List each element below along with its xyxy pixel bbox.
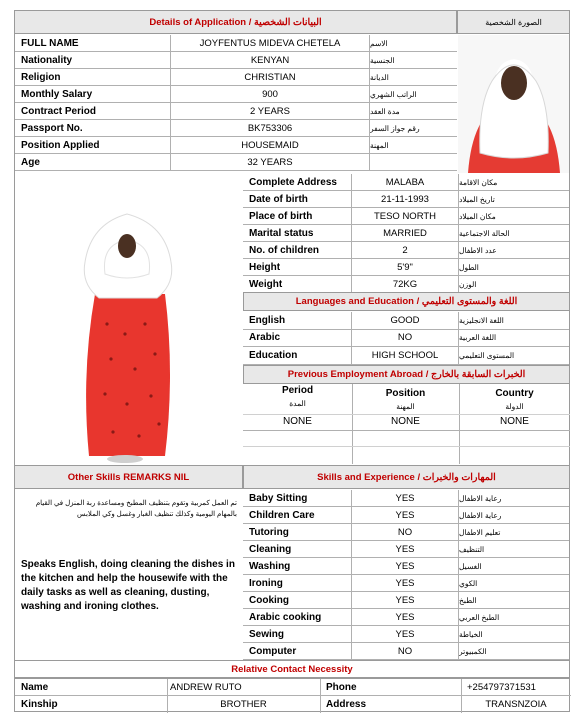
skill-arabic-label: الطبخ العربي	[459, 612, 500, 622]
details-value: 2	[351, 242, 459, 259]
prev-col-country: Country	[495, 388, 534, 399]
skill-value: YES	[351, 626, 459, 643]
skill-arabic-label: الخياطة	[459, 629, 483, 639]
skill-row	[243, 575, 569, 592]
details-arabic-label: الطول	[459, 262, 479, 272]
details-label: Height	[249, 261, 281, 273]
skill-row	[243, 490, 569, 507]
language-value: HIGH SCHOOL	[351, 347, 459, 365]
languages-header-text: Languages and Education / اللغة والمستوى التعليمي	[295, 296, 518, 307]
details-arabic-label: الوزن	[459, 279, 477, 289]
details-label: Date of birth	[249, 193, 308, 205]
other-skills-header	[14, 465, 243, 489]
personal-row	[15, 137, 457, 154]
remarks-box	[15, 490, 242, 660]
details-row	[243, 225, 569, 242]
personal-value: HOUSEMAID	[170, 137, 370, 154]
skill-row	[243, 643, 569, 660]
skill-arabic-label: الكمبيوتر	[459, 646, 487, 656]
personal-arabic-label: المهنة	[370, 140, 389, 150]
prev-employment-header-text: Previous Employment Abroad / الخبرات السابقة بالخارج	[287, 369, 526, 380]
contact-kinship-label: Kinship	[21, 698, 58, 710]
skill-label: Arabic cooking	[249, 611, 322, 623]
personal-arabic-label: مدة العقد	[370, 106, 400, 116]
details-row	[243, 208, 569, 225]
personal-value: CHRISTIAN	[170, 69, 370, 86]
details-row	[243, 276, 569, 293]
skill-arabic-label: الكوي	[459, 578, 478, 588]
personal-row	[15, 120, 457, 137]
contact-address-value: TRANSNZOIA	[485, 698, 547, 710]
language-row	[243, 330, 569, 348]
personal-row	[15, 154, 457, 171]
skill-label: Ironing	[249, 577, 283, 589]
personal-row	[15, 86, 457, 103]
details-value: TESO NORTH	[351, 208, 459, 225]
details-arabic-label: تاريخ الميلاد	[459, 194, 495, 204]
personal-arabic-label: الجنسية	[370, 55, 395, 65]
language-row	[243, 347, 569, 365]
skill-value: YES	[351, 507, 459, 524]
details-value: MARRIED	[351, 225, 459, 242]
personal-label: Age	[21, 156, 40, 168]
photo-label-cell	[457, 10, 570, 34]
contact-header-text: Relative Contact Necessity	[231, 663, 353, 675]
personal-row	[15, 69, 457, 86]
skill-row	[243, 626, 569, 643]
contact-phone-value: +254797371531	[467, 681, 536, 693]
personal-value: 900	[170, 86, 370, 103]
skill-row	[243, 592, 569, 609]
contact-name-label: Name	[21, 681, 49, 693]
prev-value-period: NONE	[283, 416, 312, 427]
remarks-arabic: تم العمل كمربية وتقوم بتنظيف المطبخ ومساعدة ربة المنزل في القيام بالمهام اليومية وكذلك تنظيف الغبار وغسل وكي الملابس	[35, 500, 237, 518]
prev-value-country: NONE	[500, 416, 529, 427]
personal-row	[15, 52, 457, 69]
skill-label: Sewing	[249, 628, 285, 640]
portrait-photo	[458, 35, 569, 173]
personal-value: 2 YEARS	[170, 103, 370, 120]
personal-label: Passport No.	[21, 122, 83, 134]
personal-arabic-label: الاسم	[370, 38, 388, 48]
details-arabic-label: مكان الاقامة	[459, 177, 498, 187]
personal-label: Contract Period	[21, 105, 97, 117]
prev-employment-table	[243, 384, 570, 464]
contact-header	[14, 660, 570, 678]
contact-address-label: Address	[326, 698, 367, 710]
skill-row	[243, 609, 569, 626]
other-skills-header-text: Other Skills REMARKS NIL	[67, 471, 190, 483]
language-label: Education	[249, 349, 298, 361]
personal-label: Nationality	[21, 54, 73, 66]
skill-label: Washing	[249, 560, 291, 572]
personal-arabic-label: رقم جواز السفر	[370, 123, 420, 133]
details-label: Marital status	[249, 227, 314, 239]
skill-row	[243, 524, 569, 541]
details-label: Complete Address	[249, 176, 337, 188]
details-row	[243, 259, 569, 276]
details-header	[14, 10, 457, 34]
language-row	[243, 312, 569, 330]
prev-col-period-ar: المدة	[289, 399, 306, 408]
personal-value: BK753306	[170, 120, 370, 137]
personal-label: Religion	[21, 71, 61, 83]
remarks-english: Speaks English, doing cleaning the dishes in the kitchen and help the housewife with the daily tasks as well as cleaning, dusting, washing and ironing clothes.	[21, 559, 235, 612]
personal-arabic-label: الديانة	[370, 72, 389, 82]
skill-label: Baby Sitting	[249, 492, 308, 504]
prev-col-period: Period	[281, 385, 314, 396]
personal-value: JOYFENTUS MIDEVA CHETELA	[170, 35, 370, 52]
details-value: 5'9"	[351, 259, 459, 276]
skill-value: YES	[351, 558, 459, 575]
skill-row	[243, 507, 569, 524]
details-arabic-label: مكان الميلاد	[459, 211, 496, 221]
personal-row	[15, 103, 457, 120]
details-row	[243, 242, 569, 259]
skill-arabic-label: التنظيف	[459, 544, 485, 554]
details-arabic-label: عدد الاطفال	[459, 245, 497, 255]
personal-label: Position Applied	[21, 139, 100, 151]
skill-row	[243, 541, 569, 558]
personal-label: FULL NAME	[21, 37, 79, 49]
contact-phone-label: Phone	[326, 681, 357, 693]
details-label: Place of birth	[249, 210, 313, 222]
skill-row	[243, 558, 569, 575]
details-arabic-label: الحالة الاجتماعية	[459, 228, 510, 238]
details-row	[243, 191, 569, 208]
skills-header-text: Skills and Experience / المهارات والخبرات	[317, 471, 496, 483]
language-arabic-label: المستوى التعليمي	[459, 350, 515, 360]
skill-arabic-label: رعاية الاطفال	[459, 493, 502, 503]
skill-value: YES	[351, 541, 459, 558]
personal-arabic-label	[370, 154, 457, 171]
prev-col-country-ar: الدولة	[505, 402, 524, 411]
personal-label: Monthly Salary	[21, 88, 93, 100]
skill-value: NO	[351, 524, 459, 541]
languages-header	[243, 292, 570, 311]
language-arabic-label: اللغة الانجليزية	[459, 315, 504, 325]
prev-col-position-ar: المهنة	[396, 402, 415, 411]
full-body-photo	[15, 174, 242, 464]
language-arabic-label: اللغة العربية	[459, 333, 497, 343]
details-label: No. of children	[249, 244, 319, 256]
skill-label: Tutoring	[249, 526, 289, 538]
skill-value: YES	[351, 592, 459, 609]
skill-arabic-label: تعليم الاطفال	[459, 527, 501, 537]
language-value: NO	[351, 329, 459, 347]
personal-value: KENYAN	[170, 52, 370, 69]
details-value: MALABA	[351, 174, 459, 191]
prev-value-position: NONE	[391, 416, 420, 427]
details-label: Weight	[249, 278, 283, 290]
skill-label: Children Care	[249, 509, 315, 521]
skill-label: Cooking	[249, 594, 289, 606]
language-value: GOOD	[351, 312, 459, 330]
language-label: Arabic	[249, 332, 281, 344]
skill-value: YES	[351, 609, 459, 626]
skill-value: YES	[351, 490, 459, 507]
photo-label: الصورة الشخصية	[485, 17, 542, 27]
skill-arabic-label: الطبخ	[459, 595, 477, 605]
skill-value: NO	[351, 643, 459, 660]
contact-table	[14, 678, 570, 712]
contact-kinship-value: BROTHER	[220, 698, 267, 710]
personal-row	[15, 35, 457, 52]
personal-value: 32 YEARS	[170, 154, 370, 171]
skill-label: Computer	[249, 645, 297, 657]
language-label: English	[249, 314, 286, 326]
skill-arabic-label: الغسيل	[459, 561, 482, 571]
details-value: 72KG	[351, 276, 459, 293]
prev-col-position: Position	[385, 388, 426, 399]
skill-value: YES	[351, 575, 459, 592]
contact-name-value: ANDREW RUTO	[170, 681, 242, 693]
skills-header	[243, 465, 570, 489]
skill-arabic-label: رعاية الاطفال	[459, 510, 502, 520]
personal-arabic-label: الراتب الشهري	[370, 89, 417, 99]
details-row	[243, 174, 569, 191]
prev-employment-header	[243, 365, 570, 384]
skill-label: Cleaning	[249, 543, 292, 555]
details-header-text: Details of Application / البيانات الشخصية	[149, 16, 322, 28]
details-value: 21-11-1993	[351, 191, 459, 208]
